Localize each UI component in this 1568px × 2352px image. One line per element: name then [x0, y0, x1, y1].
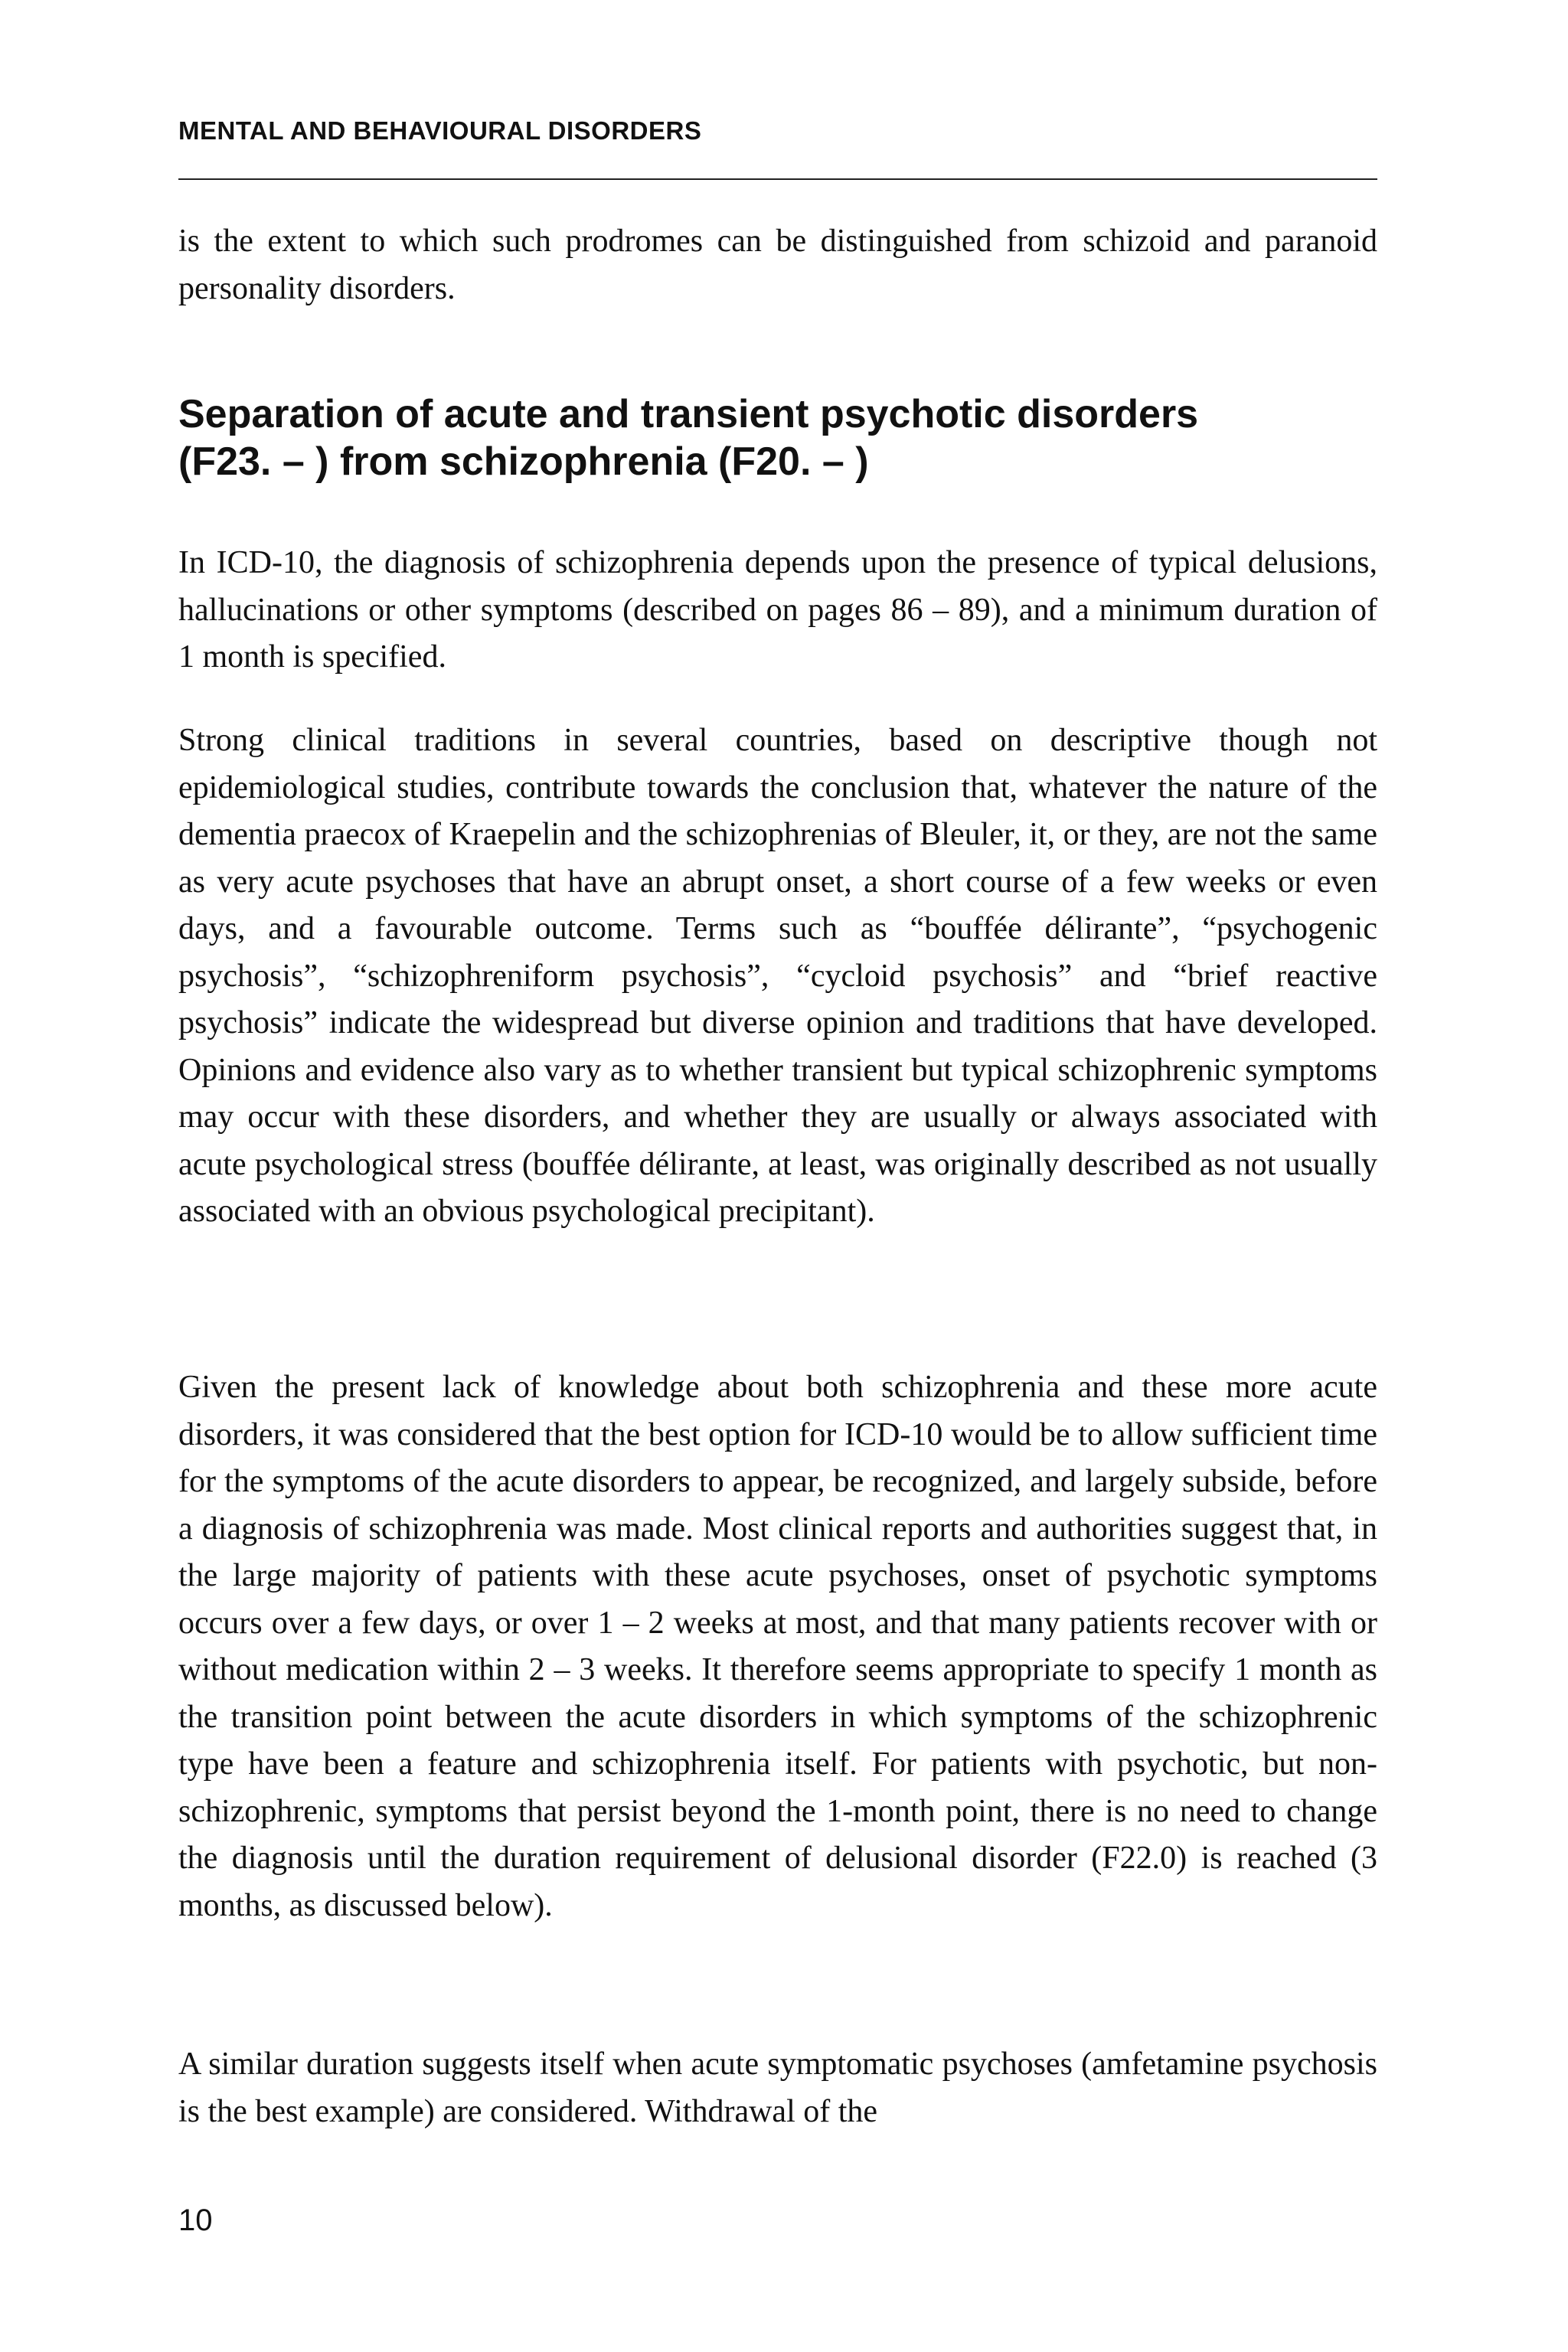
- section-heading: [178, 390, 1377, 485]
- page-number: 10: [178, 2203, 213, 2237]
- header-rule: [178, 178, 1377, 180]
- paragraph-2: Strong clinical traditions in several countries, based on descriptive though not epidemiological studies, contribute towards the conclusion that, whatever the nature of the dementia praecox of Kraepelin and the schizophrenias of Bleuler, it, or they, are not the same as very acute psychoses that have an abrupt onset, a short course of a few weeks or even days, and a favourable outcome. Terms such as “bouffée délirante”, “psychogenic psychosis”, “schizophreniform psychosis”, “cycloid psychosis” and “brief reactive psychosis” indicate the widespread but diverse opinion and traditions that have developed. Opinions and evidence also vary as to whether transient but typical schizophrenic symptoms may occur with these disorders, and whether they are usually or always associated with acute psychological stress (bouffée délirante, at least, was originally described as not usually associated with an obvious psychological precipitant).: [178, 723, 1377, 1229]
- section-heading-line-1: Separation of acute and transient psychotic disorders: [178, 392, 1199, 436]
- paragraph-4: A similar duration suggests itself when acute symptomatic psychoses (amfetamine psychosis is the best example) are considered. Withdrawal of the: [178, 2047, 1377, 2129]
- paragraph-3: Given the present lack of knowledge about both schizophrenia and these more acute disorders, it was considered that the best option for ICD-10 would be to allow sufficient time for the symptoms of the acute disorders to appear, be recognized, and largely subside, before a diagnosis of schizophrenia was made. Most clinical reports and authorities suggest that, in the large majority of patients with these acute psychoses, onset of psychotic symptoms occurs over a few days, or over 1 – 2 weeks at most, and that many patients recover with or without medication within 2 – 3 weeks. It therefore seems appropriate to specify 1 month as the transition point between the acute disorders in which symptoms of the schizophrenic type have been a feature and schizophrenia itself. For patients with psychotic, but non-schizophrenic, symptoms that persist beyond the 1-month point, there is no need to change the diagnosis until the duration requirement of delusional disorder (F22.0) is reached (3 months, as discussed below).: [178, 1370, 1377, 1923]
- intro-paragraph: is the extent to which such prodromes can be distinguished from schizoid and paranoid personality disorders.: [178, 224, 1377, 306]
- running-head: MENTAL AND BEHAVIOURAL DISORDERS: [178, 116, 702, 145]
- section-heading-line-2: (F23. – ) from schizophrenia (F20. – ): [178, 439, 869, 484]
- paragraph-1: In ICD-10, the diagnosis of schizophrenia depends upon the presence of typical delusions, hallucinations or other symptoms (described on pages 86 – 89), and a minimum duration of 1 month is specified.: [178, 545, 1377, 675]
